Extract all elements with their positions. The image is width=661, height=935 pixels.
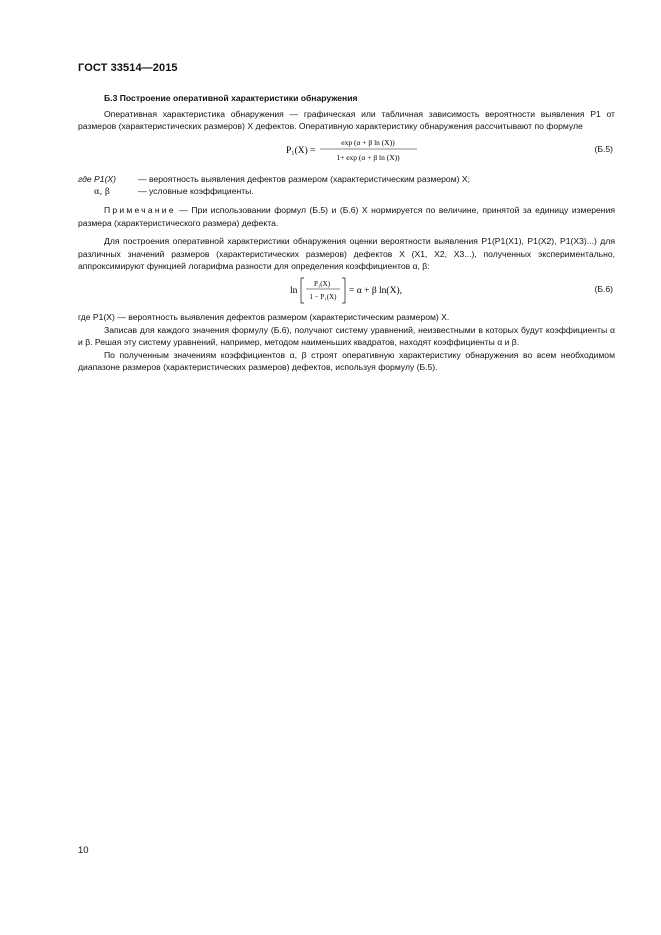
note-text: — При использовании формул (Б.5) и (Б.6) X нормируется по величине, принятой за единицу измерения размера (характеристического размера) дефекта. (78, 204, 616, 228)
formula-b6-number: (Б.6) (594, 283, 613, 294)
paragraph-construction: По полученным значениям коэффициентов α, β строят оперативную характеристику обнаружения во всем необходимом диапазоне размеров (характеристических размеров) дефектов, используя формулу (Б.5). (78, 349, 615, 373)
formula-b6-ln: ln (290, 285, 298, 296)
formula-b5-lhs: P₁(X) = (286, 145, 316, 156)
formula-b6 (78, 275, 615, 307)
formula-b5-numerator: exp (α + β ln (X)) (341, 137, 395, 147)
paragraph-approximation: Для построения оперативной характеристики обнаружения оценки вероятности выявления P1(P1(X1), P1(X2), P1(X3)...) для различных значений размеров (характеристических размеров) дефектов X (X1, X2, X3...), полученных экспериментально, аппроксимируют функцией логарифма разности для определения коэффициентов α, β: (78, 236, 615, 272)
note-label: Примечание (104, 204, 176, 215)
formula-b6-rhs: = α + β ln(X), (349, 285, 402, 296)
where-p1-text: — вероятность выявления дефектов размером (характеристическим размером) X; (138, 173, 470, 184)
formula-b6-denominator: 1 − P₁(X) (309, 292, 337, 301)
page-number: 10 (78, 845, 89, 856)
paragraph-definition: Оперативная характеристика обнаружения — графическая или табличная зависимость вероятности выявления P1 от размеров (характеристических размеров) X дефектов. Оперативную характеристику обнаружения рассчитывают по формуле (78, 108, 615, 132)
document-body (78, 92, 615, 374)
note (78, 204, 615, 229)
left-bracket-icon (301, 278, 304, 303)
paragraph-system: Записав для каждого значения формулу (Б.6), получают систему уравнений, неизвестными в которых будут коэффициенты α и β. Решая эту систему уравнений, например, методом наименьших квадратов, находят коэффициенты α и β. (78, 324, 615, 348)
where-block-1 (78, 173, 615, 198)
where-p1-label: где P1(X) (78, 173, 117, 184)
right-bracket-icon (342, 278, 345, 303)
where-coef-label: α, β (94, 186, 110, 197)
where-coef-text: — условные коэффициенты. (138, 186, 254, 197)
where-block-2: где P1(X) — вероятность выявления дефектов размером (характеристическим размером) X. (78, 311, 450, 322)
formula-b6-numerator: P₁(X) (313, 279, 331, 288)
standard-header: ГОСТ 33514—2015 (78, 62, 178, 74)
formula-b5-number: (Б.5) (594, 143, 613, 154)
section-title: Б.3 Построение оперативной характеристики обнаружения (104, 93, 358, 103)
formula-b5-expression (286, 135, 446, 165)
formula-b5-denominator: 1+ exp (α + β ln (X)) (336, 152, 400, 162)
formula-b5 (78, 135, 615, 167)
formula-b6-expression (290, 275, 450, 305)
